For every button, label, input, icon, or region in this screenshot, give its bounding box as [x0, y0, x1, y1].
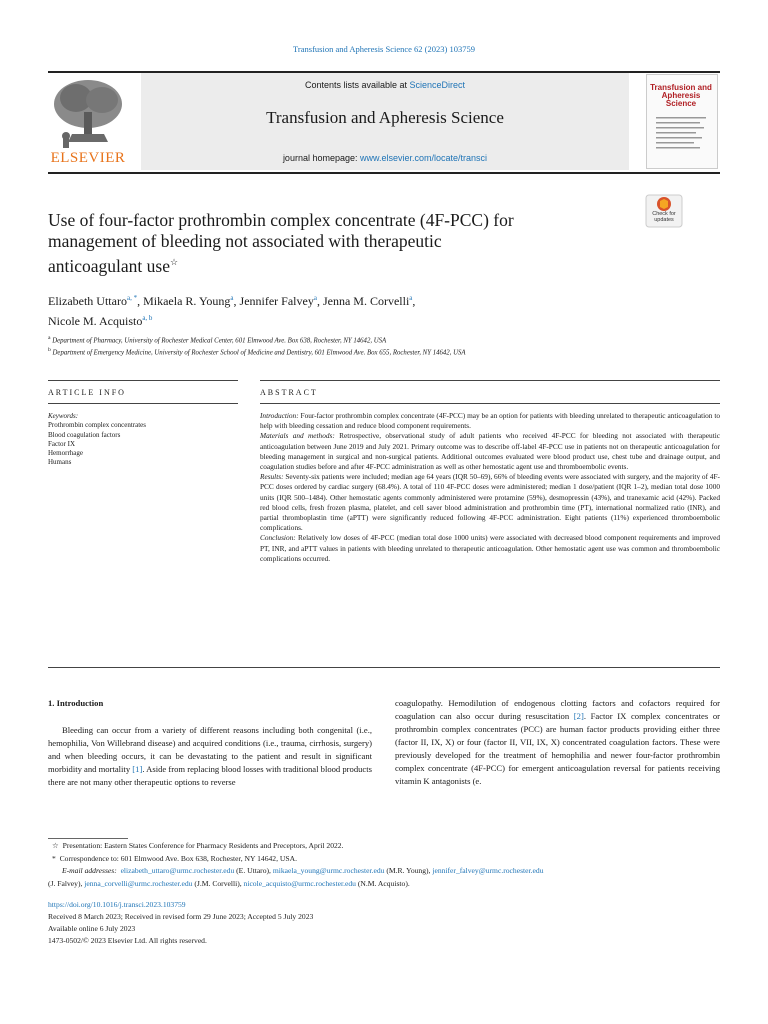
cover-title: Transfusion and Apheresis Science	[650, 83, 712, 108]
abstract-rule-2	[260, 403, 720, 404]
publisher-wordmark: ELSEVIER	[50, 150, 126, 166]
keywords-block	[48, 412, 238, 468]
journal-homepage-link[interactable]: www.elsevier.com/locate/transci	[360, 153, 488, 163]
author[interactable]: Elizabeth Uttaro$^{a, *}$,	[48, 294, 144, 308]
article-info-rule	[48, 380, 238, 381]
abstract-body	[260, 411, 720, 564]
title-line-2: management of bleeding not associated with therapeutic	[48, 231, 442, 251]
keyword: Hemorrhage	[48, 449, 83, 458]
doi-link[interactable]: https://doi.org/10.1016/j.transci.2023.103759	[48, 900, 186, 909]
available-online: Available online 6 July 2023	[48, 924, 136, 933]
sciencedirect-link[interactable]: ScienceDirect	[409, 80, 466, 90]
author[interactable]: Jenna M. Corvelli$^a$,	[322, 294, 416, 308]
footnote-correspondence: * Correspondence to: 601 Elmwood Ave. Box 638, Rochester, NY 14642, USA.	[52, 854, 297, 863]
intro-left-column: Bleeding can occur from a variety of different reasons including both congenital (i.e., hemophilia, Von Willebrand disease) and acquired conditions (i.e., trauma, cirrhosis, surgery) and when bleeding occurs, it can be devastating to the patient and result in significant morbidity and mortality [1]. Aside from replacing blood losses with traditional blood products there are not many other therapeutic options to reverse	[48, 725, 372, 787]
author-list	[48, 290, 608, 330]
received-dates: Received 8 March 2023; Received in revised form 29 June 2023; Accepted 5 July 2023	[48, 912, 314, 921]
cover-text-lines	[652, 115, 710, 161]
intro-right-column: coagulopathy. Hemodilution of endogenous clotting factors and cofactors required for coagulation can also occur during resuscitation [2]. Factor IX complex concentrates or prothrombin complex concentrates (PCC) are human factor products providing either three (factor II, IX, X) or four (factor II, VII, IX, X) concentrated coagulation factors. These were previously developed for the treatment of hemophilia and newer four-factor prothrombin complex concentrate (4F-PCC) for emergent anticoagulation reversal for patients receiving vitamin K antagonists (e.	[395, 698, 720, 786]
email-link[interactable]: jenna_corvelli@urmc.rochester.edu	[84, 879, 193, 888]
contents-prefix: Contents lists available at	[304, 80, 410, 90]
introduction-heading: 1. Introduction	[48, 698, 104, 708]
abstract-results: Results: Seventy-six patients were included; median age 64 years (IQR 50–69), 66% of bleeding events were associated with surgery, and the majority of 4F-PCC doses ordered by cardiac surgery (68.4%). A total of 110 4F-PCC doses were administered; median 1 dose/patient (IQR 1–2), median total dose 1000 units (IQR 500–1484). Other hemostatic agents commonly administered were protamine (59%), desmopressin (43%), and tranexamic acid (42%). Packed red blood cells, fresh frozen plasma, platelet, and cell saver blood administration and prothrombin time (PT), international normalized ratio (INR), and partial thromboplastin time (aPTT) were significantly reduced following 4F-PCC administration. Eight patients (11%) experienced thromboembolic complications.	[260, 472, 720, 533]
masthead-bottom-rule	[48, 172, 720, 174]
journal-title: Transfusion and Apheresis Science	[266, 108, 504, 127]
affiliation-a: $^a$ Department of Pharmacy, University of Rochester Medical Center, 601 Elmwood Ave. Box 638, Rochester, NY 14642, USA	[48, 335, 387, 345]
title-line-1: Use of four-factor prothrombin complex concentrate (4F-PCC) for	[48, 210, 514, 230]
footnote-rule	[48, 838, 128, 839]
abstract-heading: ABSTRACT	[260, 388, 318, 397]
abstract-introduction: Introduction: Four-factor prothrombin complex concentrate (4F-PCC) may be an option for patients with bleeding unrelated to therapeutic anticoagulation to help with bleeding cessation and reduce blood component requirements.	[260, 411, 720, 431]
abstract-bottom-rule	[48, 667, 720, 668]
author[interactable]: Mikaela R. Young$^a$,	[143, 294, 240, 308]
email-link[interactable]: jennifer_falvey@urmc.rochester.edu	[432, 866, 544, 875]
keyword: Factor IX	[48, 439, 76, 448]
check-for-updates-label: Check for updates	[652, 211, 676, 223]
title-footnote-mark[interactable]: ☆	[169, 257, 179, 267]
copyright: 1473-0502/© 2023 Elsevier Ltd. All rights reserved.	[48, 936, 207, 945]
publication-info	[48, 899, 718, 947]
contents-line	[141, 80, 629, 90]
article-title	[48, 210, 608, 277]
footnote-presentation: ☆ Presentation: Eastern States Conference for Pharmacy Residents and Preceptors, April 2022.	[52, 841, 344, 850]
email-link[interactable]: elizabeth_uttaro@urmc.rochester.edu	[120, 866, 235, 875]
title-line-3	[48, 252, 608, 277]
keywords-label: Keywords:	[48, 412, 79, 420]
footnote-emails: E-mail addresses: elizabeth_uttaro@urmc.rochester.edu (E. Uttaro), mikaela_young@urmc.rochester.edu (M.R. Young), jennifer_falvey@urmc.rochester.edu	[62, 866, 544, 875]
reference-link[interactable]: [2]	[573, 711, 584, 721]
author[interactable]: Nicole M. Acquisto$^{a, b}$	[48, 314, 153, 328]
abstract-conclusion: Conclusion: Relatively low doses of 4F-PCC (median total dose 1000 units) were associated with decreased blood component requirements and improved PT, INR, and aPTT values in patients with bleeding unrelated to therapeutic anticoagulation. Other hemostatic agent use was common and thromboembolic complications occurred.	[260, 533, 720, 563]
footnote-emails-cont: (J. Falvey), jenna_corvelli@urmc.rochester.edu (J.M. Corvelli), nicole_acquisto@urmc.rochester.edu (N.M. Acquisto).	[48, 879, 410, 888]
homepage-line	[141, 153, 629, 163]
keyword: Humans	[48, 458, 72, 467]
abstract-rule	[260, 380, 720, 381]
keyword: Prothrombin complex concentrates	[48, 421, 146, 430]
affiliation-b: $^b$ Department of Emergency Medicine, University of Rochester School of Medicine and Dentistry, 601 Elmwood Ave. Box 655, Rochester, NY 14642, USA	[48, 347, 466, 357]
keyword: Blood coagulation factors	[48, 430, 121, 439]
author[interactable]: Jennifer Falvey$^a$,	[239, 294, 323, 308]
reference-link[interactable]: [1]	[132, 764, 143, 774]
article-info-rule-2	[48, 403, 238, 404]
abstract-methods: Materials and methods: Retrospective, observational study of adult patients who received 4F-PCC for bleeding not associated with therapeutic anticoagulation between June 2019 and July 2021. Primary outcome was to describe off-label 4F-PCC use in patients not on therapeutic anticoagulation for bleeding management in surgical and non-surgical patients. Additional outcomes evaluated were blood product use, chest tube and drainage output, and coagulation studies before and after 4F-PCC administration as well as other hemostatic agent use and thromboembolic events.	[260, 431, 720, 472]
email-link[interactable]: nicole_acquisto@urmc.rochester.edu	[243, 879, 356, 888]
running-header[interactable]: Transfusion and Apheresis Science 62 (2023) 103759	[293, 44, 475, 54]
title-line-3-text: anticoagulant use	[48, 255, 170, 276]
article-info-heading: ARTICLE INFO	[48, 388, 126, 397]
email-link[interactable]: mikaela_young@urmc.rochester.edu	[272, 866, 385, 875]
homepage-prefix: journal homepage:	[282, 153, 360, 163]
